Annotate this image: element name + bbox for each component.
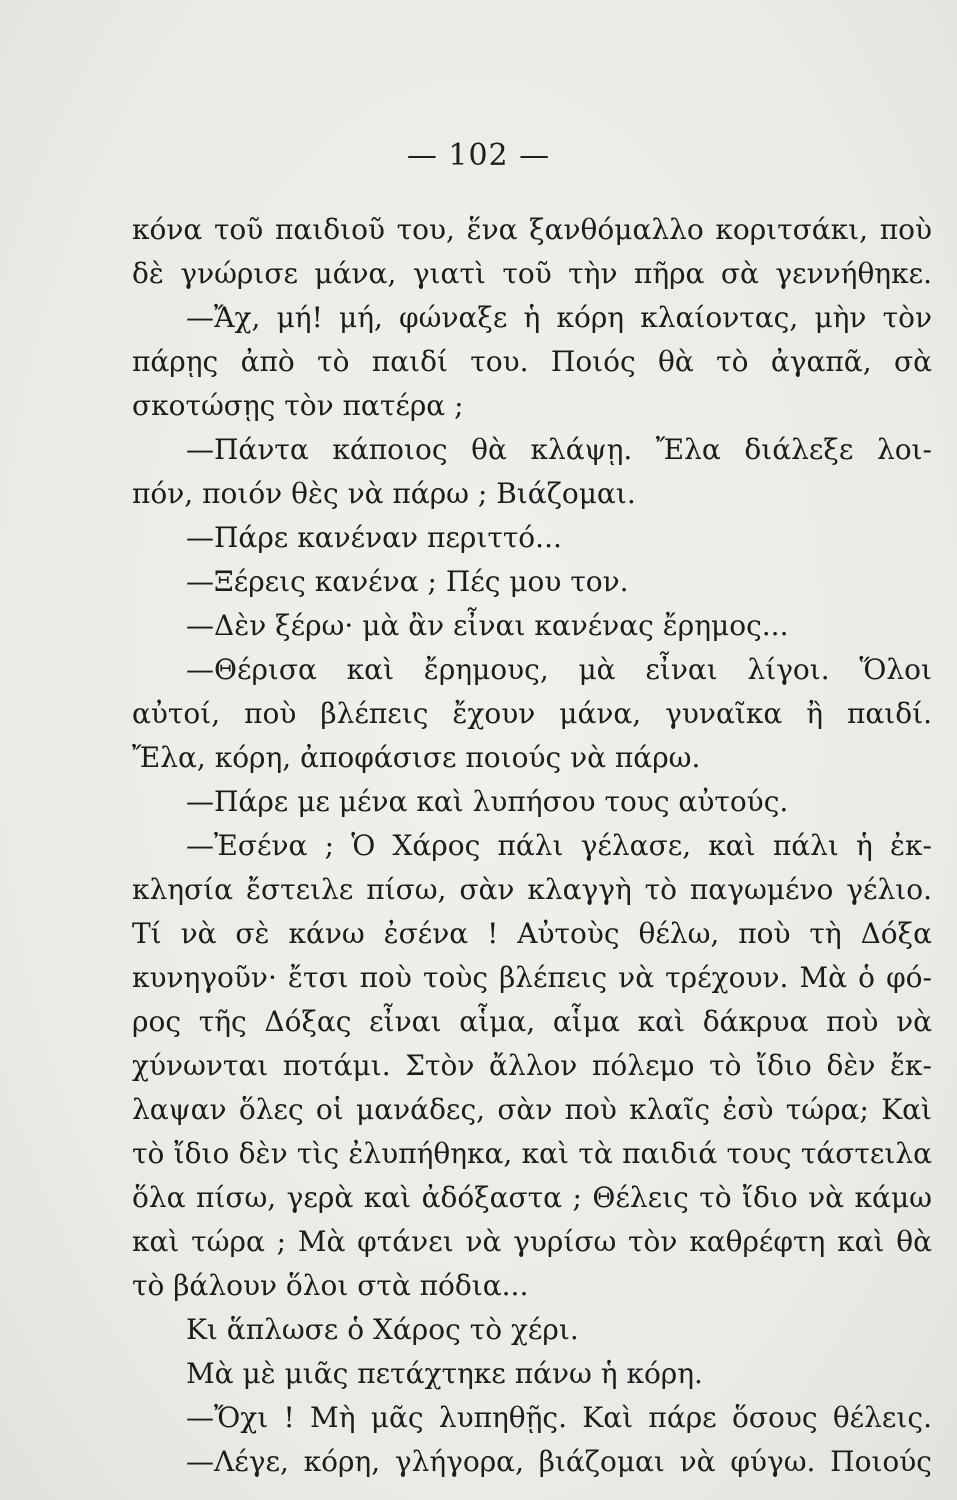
text-line: τὸ ἴδιο δὲν τὶς ἐλυπήθηκα, καὶ τὰ παιδιά τους τάστειλα xyxy=(132,1137,932,1170)
text-line: —Πάντα κάποιος θὰ κλάψῃ. Ἔλα διάλεξε λοι- xyxy=(186,433,932,466)
text-line: κόνα τοῦ παιδιοῦ του, ἕνα ξανθόμαλλο κοριτσάκι, ποὺ xyxy=(132,213,932,246)
text-line: —Θέρισα καὶ ἔρημους, μὰ εἶναι λίγοι. Ὅλοι xyxy=(186,653,932,686)
text-line: αὐτοί, ποὺ βλέπεις ἔχουν μάνα, γυναῖκα ἢ παιδί. xyxy=(132,697,932,730)
text-line: ρος τῆς Δόξας εἶναι αἷμα, αἷμα καὶ δάκρυα ποὺ νὰ xyxy=(132,1005,932,1038)
text-line: Μὰ μὲ μιᾶς πετάχτηκε πάνω ἡ κόρη. xyxy=(186,1357,703,1390)
text-line: ὅλα πίσω, γερὰ καὶ ἀδόξαστα ; Θέλεις τὸ ἴδιο νὰ κάμω xyxy=(132,1181,932,1214)
text-line: δὲ γνώρισε μάνα, γιατὶ τοῦ τὴν πῆρα σὰ γεννήθηκε. xyxy=(132,257,932,290)
text-line: —Λέγε, κόρη, γλήγορα, βιάζομαι νὰ φύγω. Ποιούς xyxy=(186,1445,932,1478)
text-line: —Δὲν ξέρω· μὰ ἂν εἶναι κανένας ἔρημος... xyxy=(186,609,789,642)
text-line: Τί νὰ σὲ κάνω ἐσένα ! Αὐτοὺς θέλω, ποὺ τὴ Δόξα xyxy=(132,917,932,950)
text-line: —Ἐσένα ; Ὁ Χάρος πάλι γέλασε, καὶ πάλι ἡ ἐκ- xyxy=(186,829,932,862)
body-text xyxy=(132,208,932,1484)
page-number: — 102 — xyxy=(406,138,551,173)
text-line: —Ξέρεις κανένα ; Πές μου τον. xyxy=(186,565,629,598)
text-line: τὸ βάλουν ὅλοι στὰ πόδια... xyxy=(132,1269,529,1302)
text-line: σκοτώσῃς τὸν πατέρα ; xyxy=(132,389,464,422)
text-line: κυνηγοῦν· ἔτσι ποὺ τοὺς βλέπεις νὰ τρέχουν. Μὰ ὁ φό- xyxy=(132,961,932,994)
text-line: Ἔλα, κόρη, ἀποφάσισε ποιούς νὰ πάρω. xyxy=(132,741,701,774)
text-line: πόν, ποιόν θὲς νὰ πάρω ; Βιάζομαι. xyxy=(132,477,636,510)
text-line: —Πάρε με μένα καὶ λυπήσου τους αὐτούς. xyxy=(186,785,789,818)
text-line: καὶ τώρα ; Μὰ φτάνει νὰ γυρίσω τὸν καθρέφτη καὶ θὰ xyxy=(132,1225,932,1258)
text-line: —Ὄχι ! Μὴ μᾶς λυπηθῇς. Καὶ πάρε ὅσους θέλεις. xyxy=(186,1401,932,1434)
text-line: λαψαν ὅλες οἱ μανάδες, σὰν ποὺ κλαῖς ἐσὺ τώρα; Καὶ xyxy=(132,1093,932,1126)
text-line: Κι ἅπλωσε ὁ Χάρος τὸ χέρι. xyxy=(186,1313,579,1346)
text-line: —Πάρε κανέναν περιττό... xyxy=(186,521,562,554)
text-line: κλησία ἔστειλε πίσω, σὰν κλαγγὴ τὸ παγωμένο γέλιο. xyxy=(132,873,932,906)
text-line: —Ἄχ, μή! μή, φώναξε ἡ κόρη κλαίοντας, μὴν τὸν xyxy=(186,301,932,334)
text-line: χύνωνται ποτάμι. Στὸν ἄλλον πόλεμο τὸ ἴδιο δὲν ἔκ- xyxy=(132,1049,932,1082)
text-line: πάρῃς ἀπὸ τὸ παιδί του. Ποιός θὰ τὸ ἀγαπᾶ, σὰ xyxy=(132,345,932,378)
